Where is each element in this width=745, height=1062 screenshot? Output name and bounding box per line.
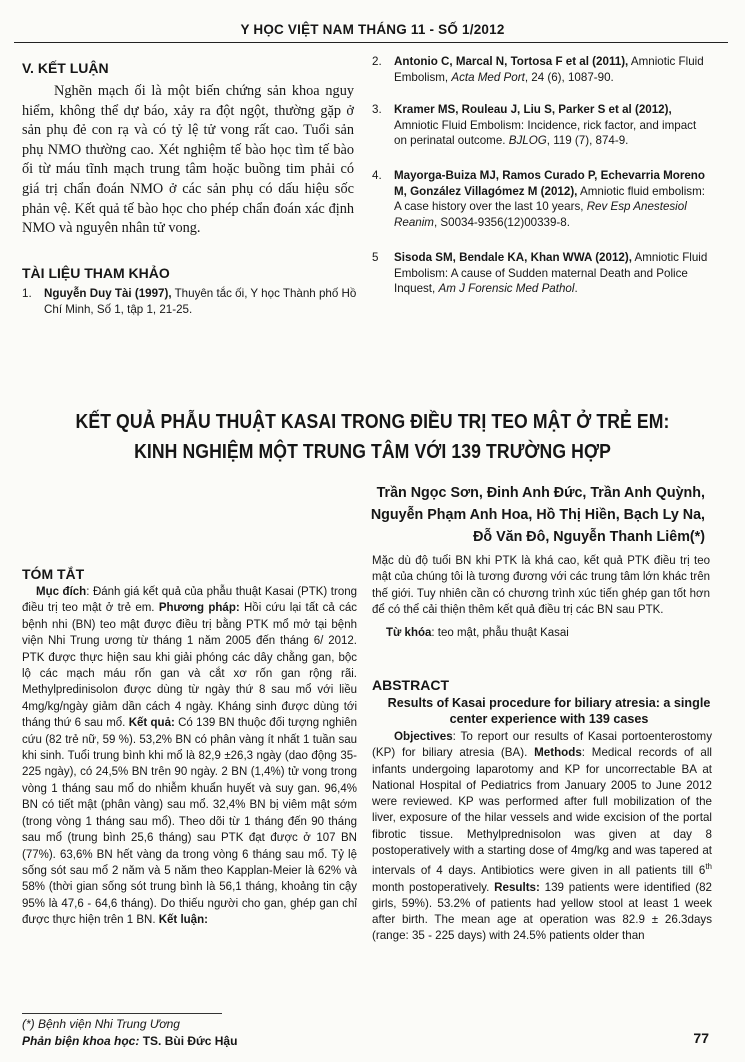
reference-item	[372, 102, 712, 149]
reference-text: Amniotic Fluid Embolism: A cause of Sudden maternal Death and Police Inquest,	[394, 251, 708, 296]
objective-label: Mục đích	[36, 586, 87, 598]
reference-item	[372, 168, 712, 230]
summary-continuation: Mặc dù độ tuổi BN khi PTK là khá cao, kết quả PTK điều trị teo mật của chúng tôi là tương đương với các trung tâm lớn khác trên thế giới. Tuy nhiên cần có chương trình xúc tiến ghép gan tốt hơn để có thể cải thiện thêm kết quả điều trị các BN sau PTK.	[372, 555, 710, 617]
article-title-line-1: KẾT QUẢ PHẪU THUẬT KASAI TRONG ĐIỀU TRỊ TEO MẬT Ở TRẺ EM:	[75, 410, 670, 433]
keywords-text: : teo mật, phẫu thuật Kasai	[431, 627, 569, 639]
conclusion-label: Kết luận:	[158, 914, 208, 927]
reference-tail: .	[574, 282, 578, 296]
methods-text: : Medical records of all infants undergoing laparotomy and KP for uncorrectable BA at National Hospital of Pediatrics from January 2005 to June 2012 were reviewed. KP was performed after full mobilization of the liver, exposure of the hilar vessels and wide excision of the portal fibrotic tissue. Methylprednisolon was given at day 8 postoperatively with a starting dose of 4mg/kg and was tapered at intervals of 4 days. Antibiotics were given in all patients till 6	[372, 746, 712, 878]
reference-text: Amniotic fluid embolism: A case history over the last 10 years,	[394, 184, 705, 214]
reference-number: 3.	[372, 103, 382, 116]
keywords-label: Từ khóa	[386, 627, 432, 639]
summary-text	[22, 584, 357, 1008]
reference-journal: Acta Med Port	[451, 70, 525, 84]
reference-text: Amniotic Fluid Embolism,	[394, 55, 704, 84]
methods-label: Methods	[534, 746, 582, 760]
reference-number: 2.	[372, 55, 382, 68]
footnote-rule	[22, 1013, 222, 1014]
reference-journal: Rev Esp Anestesiol Reanim	[394, 200, 687, 229]
reference-tail: , 24 (6), 1087-90.	[524, 70, 614, 84]
conclusion-text: Nghẽn mạch ối là một biến chứng sản khoa nguy hiểm, không thể dự báo, xảy ra đột ngột, thường gặp ở sản phụ đẻ con rạ và có tỷ lệ tử vong rất cao. Tuổi sản phụ NMO thường cao. Xét nghiệm tế bào học tìm tế bào ối từ máu tĩnh mạch trung tâm hoặc buồng tim phải có giá trị chẩn đoán NMO ở các sản phụ có dấu hiệu sốc phản vệ. Kết quả tế bào học cho phép chẩn đoán xác định NMO và nguyên nhân tử vong.	[22, 83, 354, 237]
reference-item	[372, 250, 712, 297]
reference-number: 4.	[372, 169, 382, 182]
reference-authors: Nguyễn Duy Tài (1997),	[44, 287, 172, 300]
reference-journal: BJLOG	[508, 134, 547, 148]
abstract-title: Results of Kasai procedure for biliary atresia: a single center experience with 139 cases	[387, 696, 711, 726]
running-header: Y HỌC VIỆT NAM THÁNG 11 - SỐ 1/2012	[240, 22, 505, 37]
reference-text: Amniotic Fluid Embolism: Incidence, rick factor, and impact on perinatal outcome.	[394, 118, 697, 148]
reference-authors: Kramer MS, Rouleau J, Liu S, Parker S et al (2012),	[394, 103, 672, 116]
reference-authors: Sisoda SM, Bendale KA, Khan WWA (2012),	[394, 251, 632, 264]
results-label: Results:	[494, 880, 540, 894]
objectives-label: Objectives	[394, 730, 453, 743]
reference-authors: Mayorga-Buiza MJ, Ramos Curado P, Echevarria Moreno M, González Villagómez M (2012),	[394, 169, 705, 198]
footnote-affiliation	[22, 1016, 180, 1032]
abstract-heading: ABSTRACT	[372, 677, 449, 693]
references-heading: TÀI LIỆU THAM KHẢO	[22, 265, 170, 281]
conclusion-heading: V. KẾT LUẬN	[22, 60, 109, 76]
reference-number: 1.	[22, 287, 32, 300]
methods-tail: month postoperatively.	[372, 880, 495, 894]
reference-authors: Antonio C, Marcal N, Tortosa F et al (2011),	[394, 55, 629, 68]
page-number: 77	[693, 1030, 709, 1046]
reference-item	[372, 54, 712, 85]
authors-line-2: Nguyễn Phạm Anh Hoa, Hồ Thị Hiền, Bạch Ly Na,	[370, 507, 705, 523]
article-title-line-2: KINH NGHIỆM MỘT TRUNG TÂM VỚI 139 TRƯỜNG HỢP	[134, 440, 611, 463]
keywords	[386, 625, 706, 641]
affiliation-text: (*) Bệnh viện Nhi Trung Ương	[22, 1017, 180, 1031]
reference-number: 5	[372, 251, 379, 264]
reference-tail: , S0034-9356(12)00339-8.	[433, 215, 570, 229]
methods-superscript: th	[705, 862, 712, 872]
summary-heading: TÓM TẮT	[22, 566, 85, 582]
header-rule	[14, 42, 728, 43]
authors-line-1: Trần Ngọc Sơn, Đinh Anh Đức, Trần Anh Quỳnh,	[376, 485, 705, 501]
result-label: Kết quả:	[128, 717, 175, 730]
authors-line-3: Đỗ Văn Đô, Nguyễn Thanh Liêm(*)	[473, 529, 705, 545]
method-text: Hồi cứu lại tất cả các bệnh nhi (BN) teo mật được điều trị bằng PTK mổ mở tại bệnh viện Nhi Trung ương từ tháng 1 năm 2005 đến tháng 6/ 2012. PTK được thực hiện sau khi giải phóng các dây chằng gan, bộc lộ các mạch máu rốn gan và cắt xơ rốn gan rộng rãi. Methylpredinisolon được dùng từ ngày thứ 8 sau mổ với liều 4mg/kg/ngày giảm dần cách 4 ngày. Kháng sinh được dùng tới tháng thứ 6 sau mổ.	[22, 602, 357, 730]
reviewer-name: TS. Bùi Đức Hậu	[139, 1034, 238, 1048]
objectives-text: : To report our results of Kasai portoenterostomy (KP) for biliary atresia (BA).	[372, 730, 712, 760]
objective-text: : Đánh giá kết quả của phẫu thuật Kasai (PTK) trong điều trị teo mật ở trẻ em.	[22, 586, 357, 615]
reviewer-label: Phản biện khoa học:	[22, 1034, 140, 1048]
footnote-reviewer	[22, 1033, 237, 1049]
abstract-text	[372, 729, 712, 1009]
reference-journal: Am J Forensic Med Pathol	[438, 282, 575, 296]
result-text: Có 139 BN thuộc đối tượng nghiên cứu (82 trẻ nữ, 59 %). 53,2% BN có phân vàng ít nhất 1 tuần sau khi sinh. Tuổi trung bình khi mổ là 82,9 ±26,3 ngày (dao động 35-225 ngày), có 24,5% BN trên 90 ngày. 2 BN (1,4%) tử vong trong vòng 1 tháng sau mổ do nhiễm khuẩn huyết và suy gan. 96,4% BN có tiết mật (phân vàng) sau mổ. 32,4% BN bị viêm mật sớm (trong vòng 1 tháng sau mổ). Theo dõi từ 1 tháng đến 90 tháng sau mổ (trung bình 25,6 tháng) sau PTK đạt được ở 107 BN (77%). 63,6% BN hết vàng da trong vòng 6 tháng sau mổ. Tỷ lệ sống sót sau mổ 2 năm và 5 năm theo Kapplan-Meier là 62% và 58% (thời gian sống sót trung bình là 56,1 tháng, khoảng tin cậy 95% là 47,6 - 64,6 tháng). Do thiếu người cho gan, ghép gan chỉ được thực hiện trên 1 BN.	[22, 717, 357, 927]
results-text: 139 patients were identified (82 girls, 59%). 53.2% of patients had yellow stool at least 1 week after birth. The mean age at operation was 82.9 ± 26.3days (range: 35 - 225 days) with 24.5% patients older than	[372, 880, 712, 943]
reference-item	[22, 286, 357, 317]
reference-text: Thuyên tắc ối, Y học Thành phố Hồ Chí Minh, Số 1, tập 1, 21-25.	[44, 287, 357, 316]
method-label: Phương pháp:	[158, 602, 240, 615]
reference-tail: , 119 (7), 874-9.	[546, 134, 629, 148]
